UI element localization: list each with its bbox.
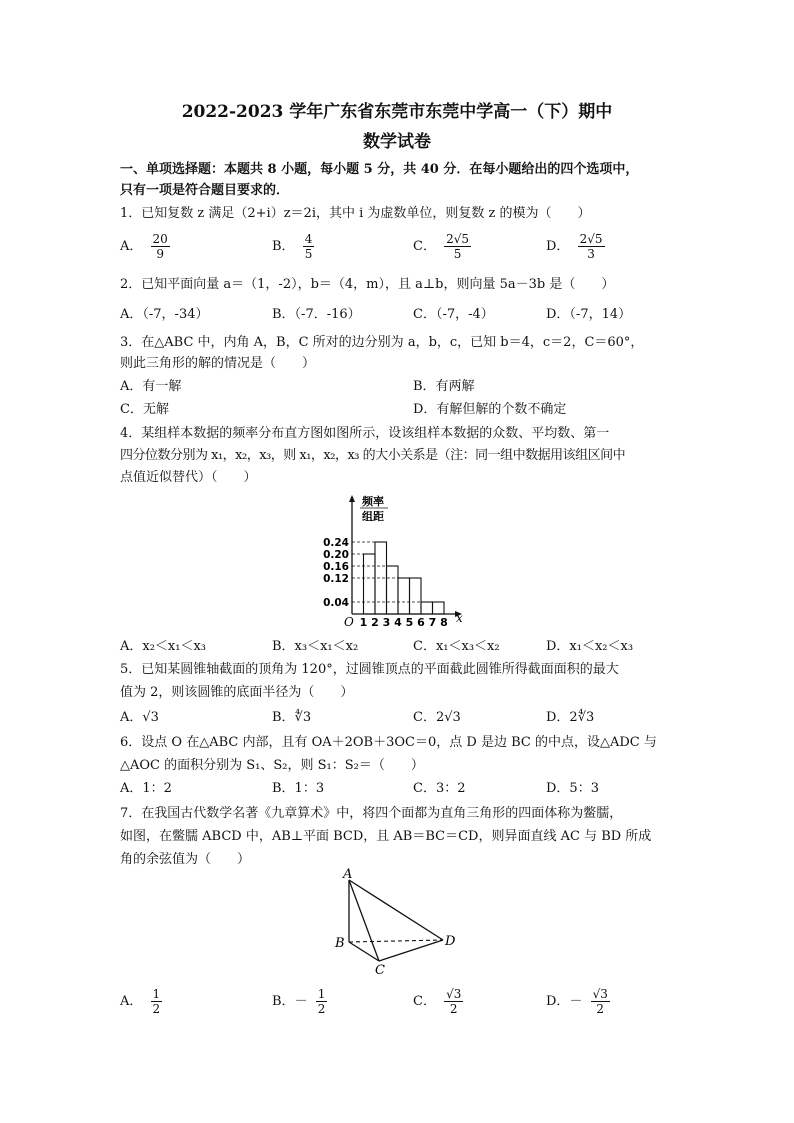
q7-option-d	[546, 987, 610, 1016]
x-tick-label: 1	[359, 616, 368, 629]
q1-option-b	[272, 232, 314, 261]
denominator: 5	[453, 247, 462, 261]
numerator: √3	[446, 987, 462, 1001]
denominator: 2	[596, 1002, 605, 1016]
q3-stem-line1: 3．在△ABC 中，内角 A，B，C 所对的边分别为 a，b，c，已知 b＝4，c＝2，C＝60°，	[120, 335, 644, 350]
q2-stem: 2．已知平面向量 a＝（1，-2），b＝（4，m），且 a⊥b，则向量 5a－3b 是（ ）	[120, 277, 615, 292]
numerator: 2√5	[579, 232, 603, 246]
edge-bd	[349, 940, 443, 942]
numerator: 4	[304, 232, 313, 246]
histogram-bars	[364, 542, 445, 614]
section-heading-line2: 只有一项是符合题目要求的．	[120, 183, 290, 198]
q6-stem-line2: △AOC 的面积分别为 S₁、S₂，则 S₁：S₂＝（ ）	[120, 758, 424, 773]
denominator: 2	[449, 1002, 458, 1016]
histogram-bar	[410, 578, 422, 614]
x-tick-label: 2	[371, 616, 379, 629]
option-label: C．	[413, 994, 436, 1009]
fraction	[591, 987, 610, 1016]
x-tick-label: 6	[417, 616, 425, 629]
q3-option-c: C．无解	[120, 402, 169, 417]
denominator: 5	[304, 247, 313, 261]
x-axis-label: x	[456, 611, 463, 625]
q5-option-a: A．√3	[120, 710, 159, 725]
numerator: 1	[317, 987, 326, 1001]
y-axis-arrow	[349, 495, 355, 502]
tetrahedron-figure	[325, 866, 465, 976]
q1-stem: 1．已知复数 z 满足（2+i）z＝2i，其中 i 为虚数单位，则复数 z 的模为（ ）	[120, 206, 591, 221]
y-axis-label-top: 频率	[362, 495, 384, 508]
q2-option-c: C．（-7，-4）	[413, 307, 494, 322]
fraction	[151, 987, 163, 1016]
q3-option-b: B．有两解	[413, 379, 475, 394]
histogram-bar	[398, 578, 410, 614]
denominator: 9	[156, 247, 164, 261]
x-tick-label: 7	[428, 616, 437, 629]
q6-option-d: D．5：3	[546, 781, 599, 796]
q6-stem-line1: 6．设点 O 在△ABC 内部，且有 OA＋2OB＋3OC＝0，点 D 是边 BC 的中点，设△ADC 与	[120, 735, 657, 750]
fraction	[444, 987, 463, 1016]
x-tick-label: 5	[405, 616, 414, 629]
q5-option-b: B．∜3	[272, 710, 312, 725]
denominator: 2	[317, 1002, 326, 1016]
x-tick-label: 4	[394, 616, 402, 629]
exam-title-line1: 2022-2023 学年广东省东莞市东莞中学高一（下）期中	[181, 102, 613, 122]
histogram-bar	[433, 602, 445, 614]
vertex-label-d: D	[445, 934, 456, 949]
option-label: C．	[413, 239, 436, 254]
histogram-y-ticks	[323, 537, 349, 609]
histogram-x-ticks	[360, 616, 448, 629]
q2-option-a: A．（-7，-34）	[120, 307, 209, 322]
histogram-bar	[387, 566, 399, 614]
denominator: 2	[152, 1002, 161, 1016]
exam-title-line2: 数学试卷	[363, 132, 431, 152]
histogram-bar	[421, 602, 433, 614]
frequency-histogram	[310, 490, 470, 630]
option-label: A．	[120, 239, 143, 254]
q7-stem-line1: 7．在我国古代数学名著《九章算术》中，将四个面都为直角三角形的四面体称为鳖臑，	[120, 806, 623, 821]
q2-option-d: D．（-7，14）	[546, 307, 632, 322]
x-tick-label: 3	[382, 616, 391, 629]
option-sign: －	[569, 994, 583, 1009]
q6-option-a: A．1：2	[120, 781, 172, 796]
q1-option-a	[120, 232, 170, 261]
q7-option-a	[120, 987, 162, 1016]
q5-option-d: D．2∜3	[546, 710, 595, 725]
fraction	[303, 232, 315, 261]
q7-option-b	[272, 987, 327, 1016]
q7-stem-line2: 如图，在鳖臑 ABCD 中，AB⊥平面 BCD，且 AB＝BC＝CD，则异面直线 AC 与 BD 所成	[120, 829, 652, 844]
fraction	[444, 232, 471, 261]
option-label: A．	[120, 994, 143, 1009]
q4-stem-line2: 四分位数分别为 x₁，x₂，x₃，则 x₁，x₂，x₃ 的大小关系是（注：同一组中数据用该组区间中	[120, 448, 626, 463]
option-label: D．	[546, 994, 570, 1009]
y-tick-label: 0.04	[323, 597, 349, 609]
y-tick-label: 0.12	[323, 573, 349, 585]
q7-option-c	[413, 987, 463, 1016]
origin-label: O	[344, 615, 354, 629]
vertex-label-c: C	[375, 963, 385, 976]
q1-option-c	[413, 232, 471, 261]
q7-stem-line3: 角的余弦值为（ ）	[120, 852, 251, 867]
q1-option-d	[546, 232, 605, 261]
numerator: 2√5	[446, 232, 470, 246]
q4-stem-line3: 点值近似替代）（ ）	[120, 470, 257, 485]
y-tick-label: 0.20	[323, 549, 349, 561]
q4-option-b: B．x₃＜x₁＜x₂	[272, 639, 359, 654]
vertex-label-a: A	[343, 867, 353, 882]
q3-option-a: A．有一解	[120, 379, 182, 394]
vertex-label-b: B	[335, 936, 345, 951]
denominator: 3	[587, 247, 595, 261]
y-axis-label-bottom: 组距	[362, 510, 384, 523]
q6-option-b: B．1：3	[272, 781, 325, 796]
fraction	[316, 987, 328, 1016]
q6-option-c: C．3：2	[413, 781, 466, 796]
section-heading-line1: 一、单项选择题：本题共 8 小题，每小题 5 分，共 40 分．在每小题给出的四个选项中，	[120, 162, 639, 177]
edge-cd	[379, 940, 443, 961]
q4-option-a: A．x₂＜x₁＜x₃	[120, 639, 207, 654]
x-tick-label: 8	[440, 616, 448, 629]
numerator: 20	[152, 232, 168, 246]
numerator: √3	[592, 987, 608, 1001]
option-label: B．	[272, 994, 295, 1009]
numerator: 1	[152, 987, 161, 1001]
q4-stem-line1: 4．某组样本数据的频率分布直方图如图所示，设该组样本数据的众数、平均数、第一	[120, 426, 610, 441]
fraction	[151, 232, 170, 261]
option-label: B．	[272, 239, 295, 254]
edge-bc	[349, 942, 379, 961]
q4-option-c: C．x₁＜x₃＜x₂	[413, 639, 500, 654]
q5-stem-line1: 5．已知某圆锥轴截面的顶角为 120°，过圆锥顶点的平面截此圆锥所得截面面积的最大	[120, 662, 619, 677]
q5-stem-line2: 值为 2，则该圆锥的底面半径为（ ）	[120, 685, 354, 700]
q2-option-b: B．（-7．-16）	[272, 307, 361, 322]
histogram-bar	[364, 554, 376, 614]
q4-option-d: D．x₁＜x₂＜x₃	[546, 639, 634, 654]
fraction	[578, 232, 605, 261]
option-label: D．	[546, 239, 570, 254]
y-tick-label: 0.16	[323, 561, 349, 573]
y-tick-label: 0.24	[323, 537, 349, 549]
option-sign: －	[294, 994, 308, 1009]
q5-option-c: C．2√3	[413, 710, 461, 725]
edge-ac	[349, 880, 379, 961]
edge-ad	[349, 880, 443, 940]
q3-stem-line2: 则此三角形的解的情况是（ ）	[120, 356, 316, 371]
q3-option-d: D．有解但解的个数不确定	[413, 402, 567, 417]
